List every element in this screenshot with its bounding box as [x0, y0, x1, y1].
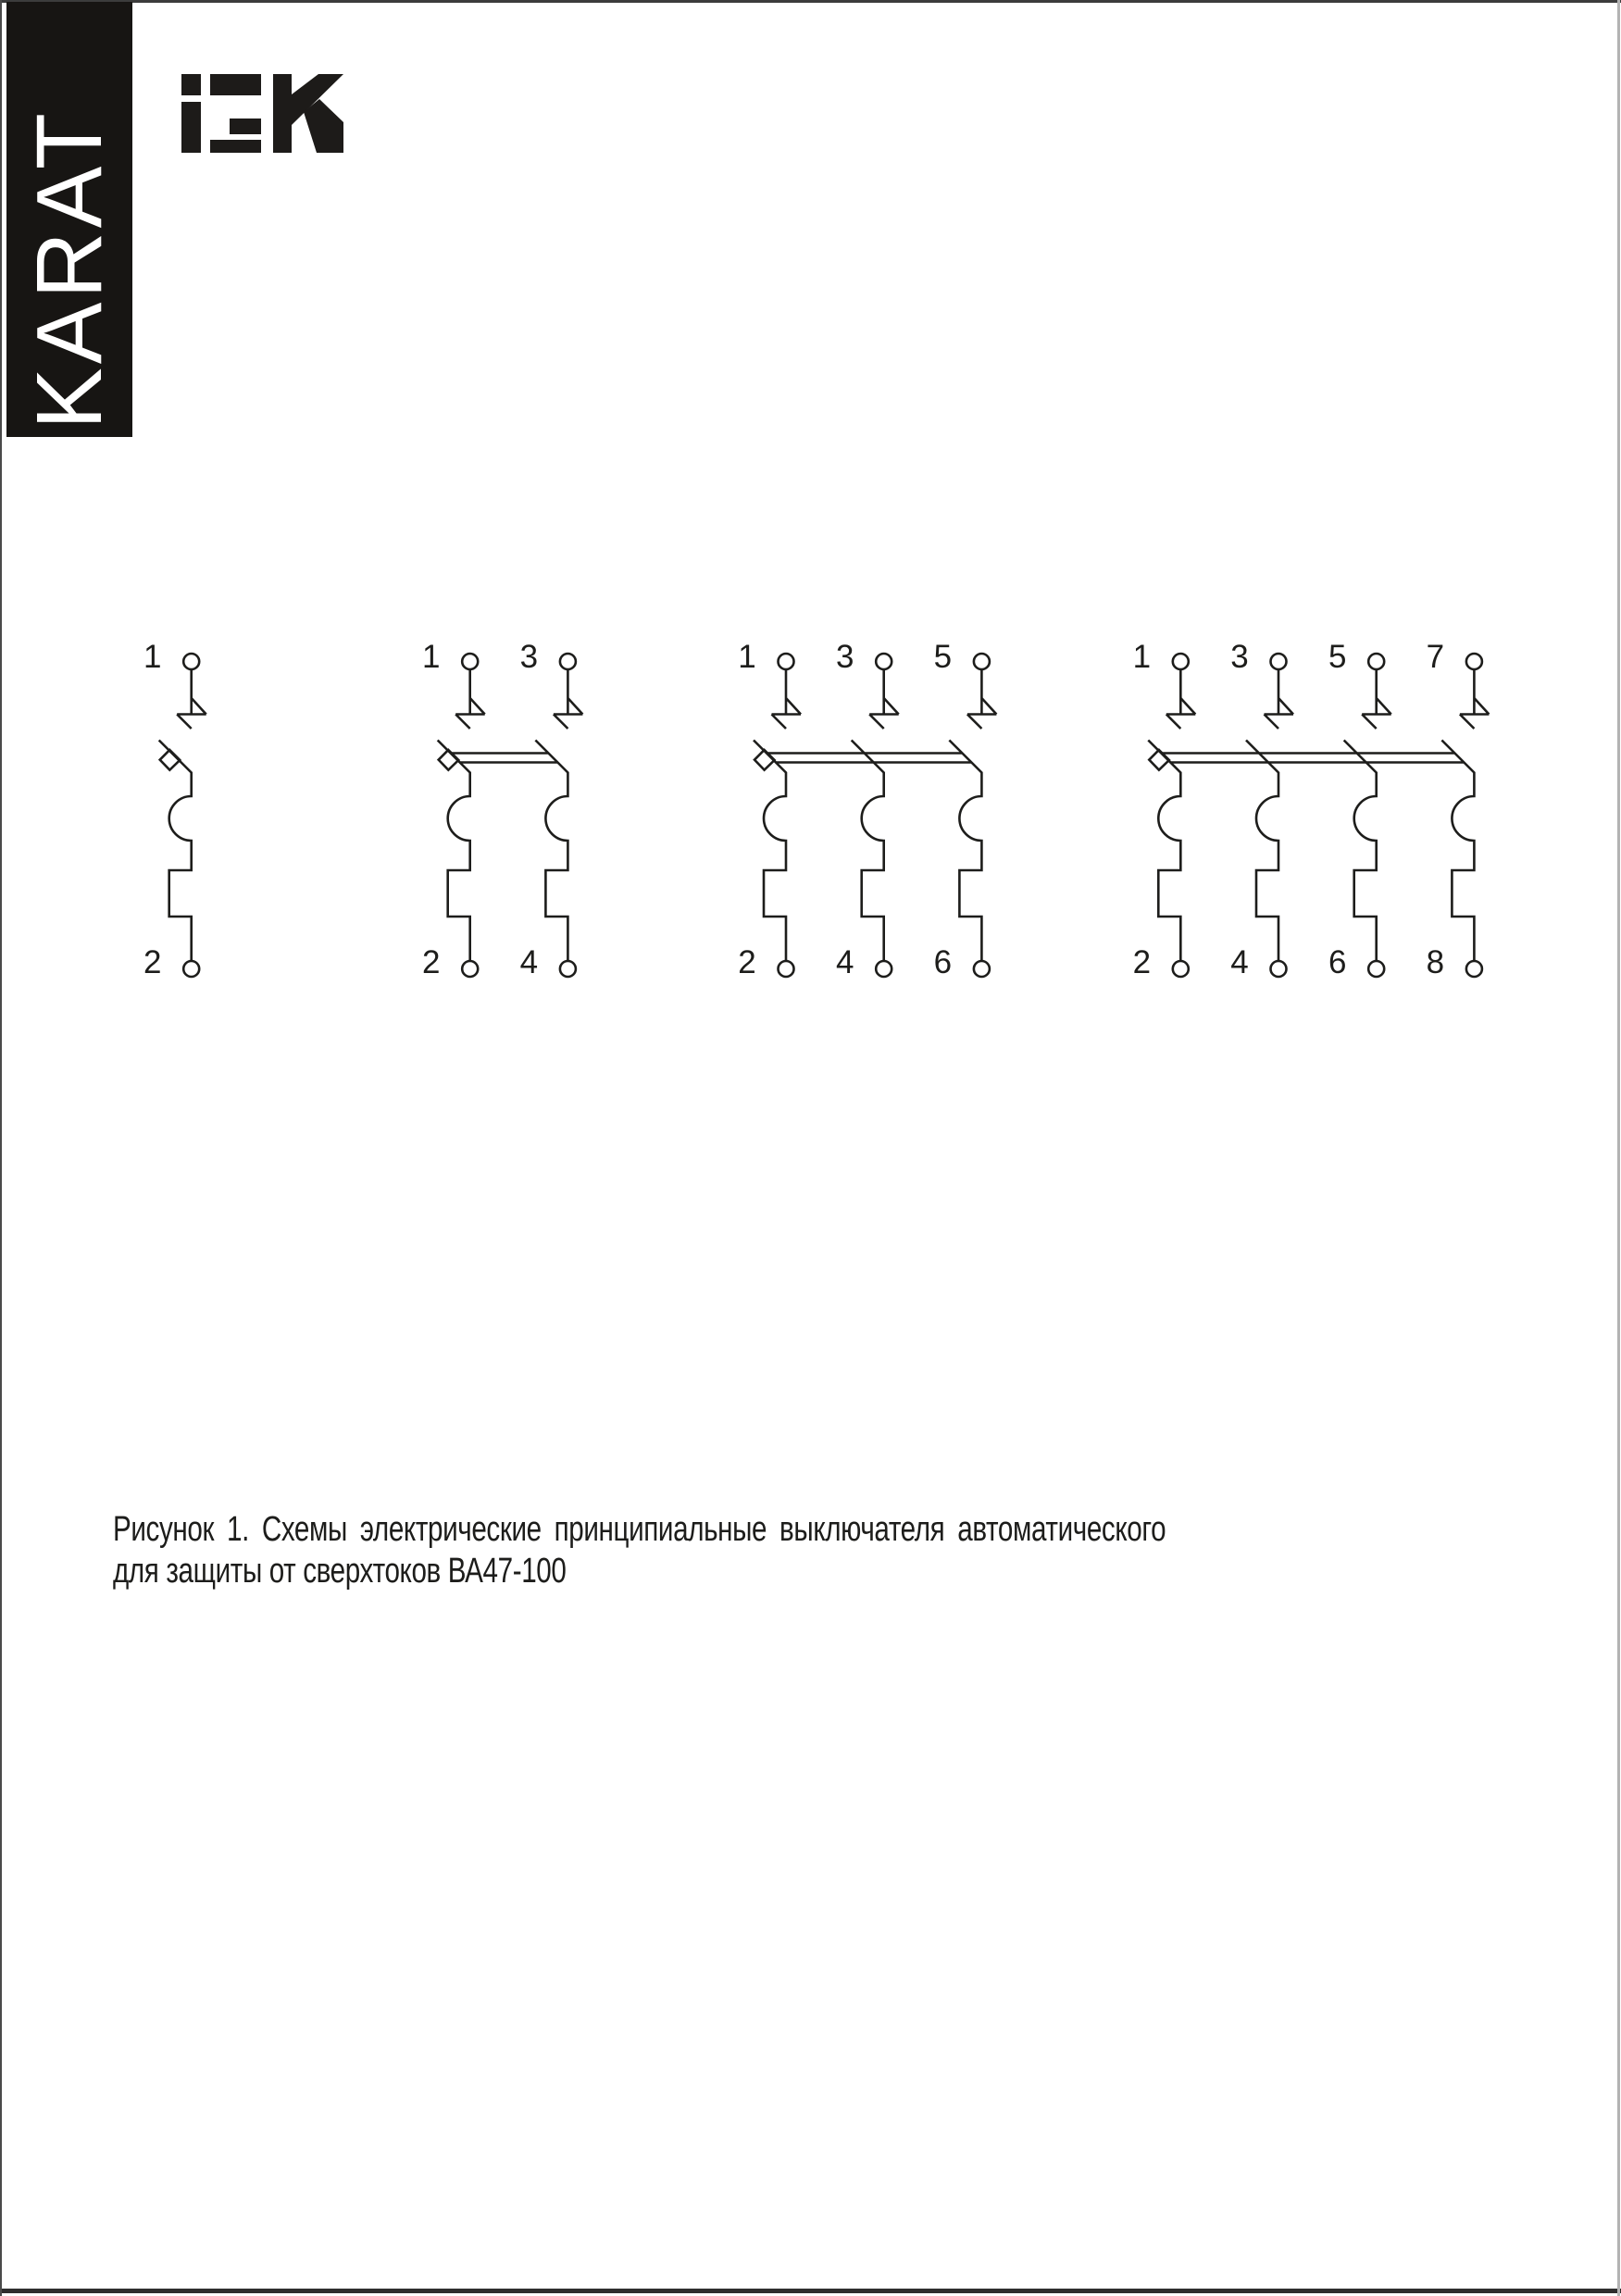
iek-logo-k-stem: [273, 74, 292, 153]
bottom-terminal-circle: [183, 961, 199, 977]
terminal-label-bottom: 2: [143, 944, 162, 980]
terminal-label-bottom: 8: [1426, 944, 1445, 980]
bottom-terminal-circle: [1466, 961, 1482, 977]
terminal-label-top: 7: [1426, 639, 1445, 675]
breaker-pole-symbol: [535, 669, 582, 961]
terminal-label-bottom: 4: [1230, 944, 1249, 980]
terminal-label-bottom: 4: [519, 944, 539, 980]
top-terminal-circle: [183, 654, 199, 669]
iek-logo-i-dot: [181, 74, 201, 95]
terminal-label-bottom: 2: [421, 944, 441, 980]
breaker-pole-symbol: [949, 669, 996, 961]
bottom-terminal-circle: [1368, 961, 1384, 977]
bottom-terminal-circle: [779, 961, 794, 977]
terminal-label-top: 3: [1230, 639, 1249, 675]
iek-logo-k-leg: [304, 99, 343, 153]
terminal-label-top: 1: [143, 639, 162, 675]
top-terminal-circle: [1271, 654, 1287, 669]
terminal-label-top: 1: [738, 639, 756, 675]
iek-logo-i-stem: [181, 102, 201, 153]
figure-caption-line-1: Рисунок 1. Схемы электрические принципиальные выключателя автоматического: [113, 1510, 1166, 1549]
terminal-label-top: 5: [933, 639, 953, 675]
terminal-label-top: 1: [1132, 639, 1152, 675]
free-release-mechanism-square: [160, 750, 181, 770]
breaker-pole-symbol: [1344, 669, 1391, 961]
terminal-label-top: 5: [1328, 639, 1347, 675]
terminal-label-bottom: 6: [933, 944, 953, 980]
breaker-pole-symbol: [754, 669, 801, 961]
iek-logo: [181, 72, 347, 155]
page-border-top: [0, 0, 1621, 3]
top-terminal-circle: [1368, 654, 1384, 669]
iek-logo-e-bottom-bar: [210, 140, 261, 153]
top-terminal-circle: [779, 654, 794, 669]
top-terminal-circle: [560, 654, 576, 669]
terminal-label-bottom: 6: [1328, 944, 1347, 980]
breaker-pole-symbol: [852, 669, 899, 961]
top-terminal-circle: [1173, 654, 1189, 669]
bottom-terminal-circle: [876, 961, 892, 977]
page-border-right: [1617, 0, 1620, 2296]
karat-series-banner: [6, 2, 132, 437]
terminal-label-top: 3: [835, 639, 854, 675]
karat-banner-label: KARAT: [18, 109, 121, 430]
bottom-terminal-circle: [1173, 961, 1189, 977]
bottom-terminal-circle: [974, 961, 990, 977]
breaker-pole-symbol: [1148, 669, 1195, 961]
terminal-label-bottom: 4: [835, 944, 854, 980]
top-terminal-circle: [1466, 654, 1482, 669]
breaker-pole-symbol: [438, 669, 485, 961]
iek-logo-e-mid-bar: [230, 119, 261, 134]
circuit-diagrams-figure: [0, 611, 1621, 1018]
page-border-bottom: [0, 2289, 1621, 2293]
top-terminal-circle: [462, 654, 478, 669]
terminal-label-top: 3: [519, 639, 539, 675]
figure-caption-line-2: для защиты от сверхтоков ВА47-100: [113, 1552, 567, 1591]
bottom-terminal-circle: [560, 961, 576, 977]
breaker-pole-symbol: [159, 669, 206, 961]
breaker-pole-symbol: [1246, 669, 1293, 961]
figure-caption: [113, 1509, 1166, 1592]
terminal-label-top: 1: [421, 639, 441, 675]
iek-logo-e-top-bar: [210, 74, 261, 95]
top-terminal-circle: [876, 654, 892, 669]
bottom-terminal-circle: [1271, 961, 1287, 977]
top-terminal-circle: [974, 654, 990, 669]
terminal-label-bottom: 2: [738, 944, 756, 980]
bottom-terminal-circle: [462, 961, 478, 977]
page-border-left: [0, 0, 2, 2296]
breaker-pole-symbol: [1441, 669, 1489, 961]
terminal-label-bottom: 2: [1132, 944, 1152, 980]
